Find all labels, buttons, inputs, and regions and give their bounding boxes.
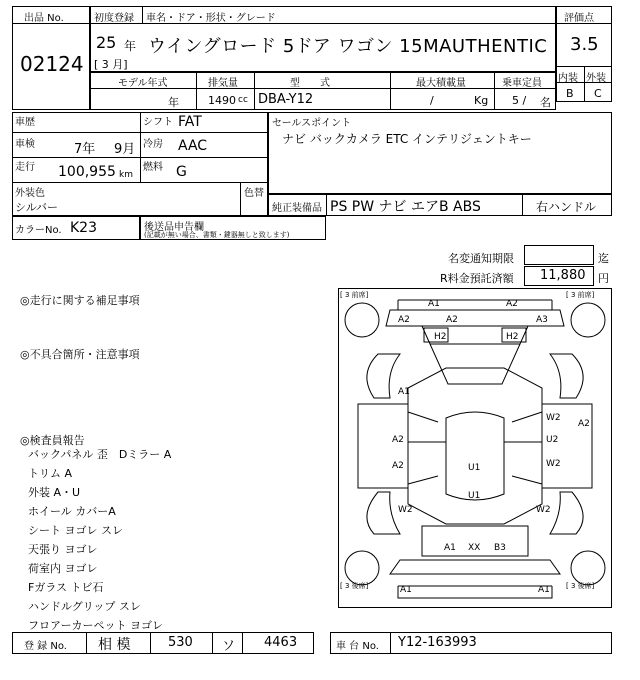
inspector-report-title: ◎検査員報告: [20, 434, 85, 447]
damage-mark: XX: [468, 543, 481, 553]
interior-grade: B: [566, 87, 574, 100]
corner-label-front-right: [ 3 前席]: [566, 291, 595, 299]
name-change-value: [524, 245, 594, 265]
inspector-line: 荷室内 ヨゴレ: [28, 562, 98, 575]
displacement-label: 排気量: [208, 78, 238, 89]
driving-notes-title: ◎走行に関する補足事項: [20, 294, 140, 307]
inspector-line: ハンドルグリップ スレ: [28, 600, 141, 613]
damage-mark: A1: [428, 299, 440, 309]
delivery-note: (記載が無い場合、書類・鍵器無しと致します): [144, 231, 290, 239]
inspection-year: 7年: [74, 142, 96, 157]
shift-value: FAT: [178, 114, 202, 130]
chassis-number: Y12-163993: [398, 635, 477, 650]
damage-mark: W2: [398, 505, 413, 515]
mileage-label: 走行: [15, 162, 35, 173]
damage-mark: A2: [506, 299, 518, 309]
color-no-label: カラーNo.: [15, 225, 62, 236]
cooler-value: AAC: [178, 138, 208, 154]
inspector-line: シート ヨゴレ スレ: [28, 524, 123, 537]
inspection-month: 9月: [114, 142, 136, 157]
recycle-fee-label: R料金預託済額: [440, 272, 514, 285]
color-change-label: 色替: [244, 188, 264, 199]
registration-label: 登 録 No.: [24, 641, 67, 652]
color-no: K23: [70, 220, 97, 236]
name-change-unit: 迄: [598, 252, 609, 265]
recycle-fee-unit: 円: [598, 272, 609, 285]
history-label: 車歴: [15, 117, 35, 128]
damage-mark: W2: [546, 459, 561, 469]
damage-mark: A2: [392, 435, 404, 445]
mileage-value: 100,955: [58, 164, 116, 180]
recycle-fee-value: 11,880: [540, 268, 586, 283]
inspector-line: ホイール カバーA: [28, 505, 116, 518]
max-load-unit: Kg: [474, 94, 489, 107]
type-value: DBA-Y12: [258, 92, 314, 107]
damage-mark: A2: [578, 419, 590, 429]
damage-mark: A1: [538, 585, 550, 595]
inspector-line: 外装 A・U: [28, 486, 81, 499]
damage-mark: B3: [494, 543, 506, 553]
damage-mark: A3: [536, 315, 548, 325]
displacement-unit: cc: [238, 95, 248, 105]
shift-label: シフト: [143, 117, 173, 128]
model-year-label: モデル年式: [118, 78, 168, 89]
registration-class: 530: [168, 635, 193, 650]
exterior-color: シルバー: [15, 201, 58, 214]
score-label: 評価点: [564, 13, 594, 24]
damage-mark: U1: [468, 491, 481, 501]
car-name: ウイングロード 5ドア ワゴン 15MAUTHENTIC: [148, 36, 548, 57]
equipment-label: 純正装備品: [272, 203, 322, 214]
model-year-unit: 年: [168, 96, 179, 109]
inspector-line: Fガラス トビ石: [28, 581, 104, 594]
registration-kana: ソ: [222, 639, 236, 654]
delivery-label: 後送品申告欄: [144, 222, 204, 233]
damage-mark: H2: [506, 332, 519, 342]
score: 3.5: [570, 34, 599, 55]
damage-mark: U1: [468, 463, 481, 473]
mileage-unit: km: [119, 170, 133, 180]
type-label: 型 式: [290, 78, 330, 89]
damage-mark: W2: [546, 413, 561, 423]
damage-mark: A2: [446, 315, 458, 325]
inspector-report-list: [28, 445, 171, 635]
car-damage-diagram: [338, 288, 612, 608]
inspector-line: バックパネル 歪 Dミラー A: [28, 448, 172, 461]
steering-side: 右ハンドル: [536, 200, 597, 214]
displacement: 1490: [208, 94, 236, 107]
sales-points: ナビ バックカメラ ETC インテリジェントキー: [282, 132, 532, 146]
first-registration-month: [ 3 月]: [94, 58, 128, 71]
corner-label-front-left: [ 3 前席]: [340, 291, 369, 299]
inspection-label: 車検: [15, 139, 35, 150]
exterior-label: 外装: [586, 73, 606, 84]
car-name-label: 車名・ドア・形状・グレード: [146, 13, 276, 24]
name-change-label: 名変通知期限: [448, 252, 514, 265]
first-registration-year-unit: 年: [124, 39, 137, 53]
inspector-line: トリム A: [28, 467, 73, 480]
damage-mark: A1: [400, 585, 412, 595]
damage-mark: U2: [546, 435, 559, 445]
registration-number: 4463: [264, 635, 298, 650]
sales-points-label: セールスポイント: [272, 118, 352, 129]
cooler-label: 冷房: [143, 139, 163, 150]
registration-region: 相 模: [98, 637, 131, 653]
damage-mark: A2: [398, 315, 410, 325]
exterior-grade: C: [594, 87, 602, 100]
equipment: PS PW ナビ エアB ABS: [330, 199, 481, 215]
lot-number: 02124: [20, 52, 84, 76]
first-registration-year: 25: [96, 33, 117, 52]
damage-mark: W2: [536, 505, 551, 515]
corner-label-rear-left: [ 3 後席]: [340, 582, 369, 590]
damage-mark: A2: [392, 461, 404, 471]
max-load-sep: /: [430, 94, 434, 107]
capacity-unit: 名: [540, 96, 551, 109]
chassis-label: 車 台 No.: [336, 641, 379, 652]
corner-label-rear-right: [ 3 後席]: [566, 582, 595, 590]
damage-mark: A1: [444, 543, 456, 553]
fuel-value: G: [176, 164, 187, 180]
fuel-label: 燃料: [143, 162, 163, 173]
defects-title: ◎不具合箇所・注意事項: [20, 348, 140, 361]
exterior-color-label: 外装色: [15, 188, 45, 199]
damage-mark: H2: [434, 332, 447, 342]
max-load-label: 最大積載量: [416, 78, 466, 89]
interior-label: 内装: [558, 73, 578, 84]
capacity-value: 5 /: [512, 94, 527, 107]
capacity-label: 乗車定員: [502, 78, 542, 89]
inspector-line: フロアーカーペット ヨゴレ: [28, 619, 163, 632]
first-registration-label: 初度登録: [94, 13, 134, 24]
damage-mark: A1: [398, 387, 410, 397]
lot-number-label: 出品 No.: [24, 13, 64, 24]
inspector-line: 天張り ヨゴレ: [28, 543, 98, 556]
